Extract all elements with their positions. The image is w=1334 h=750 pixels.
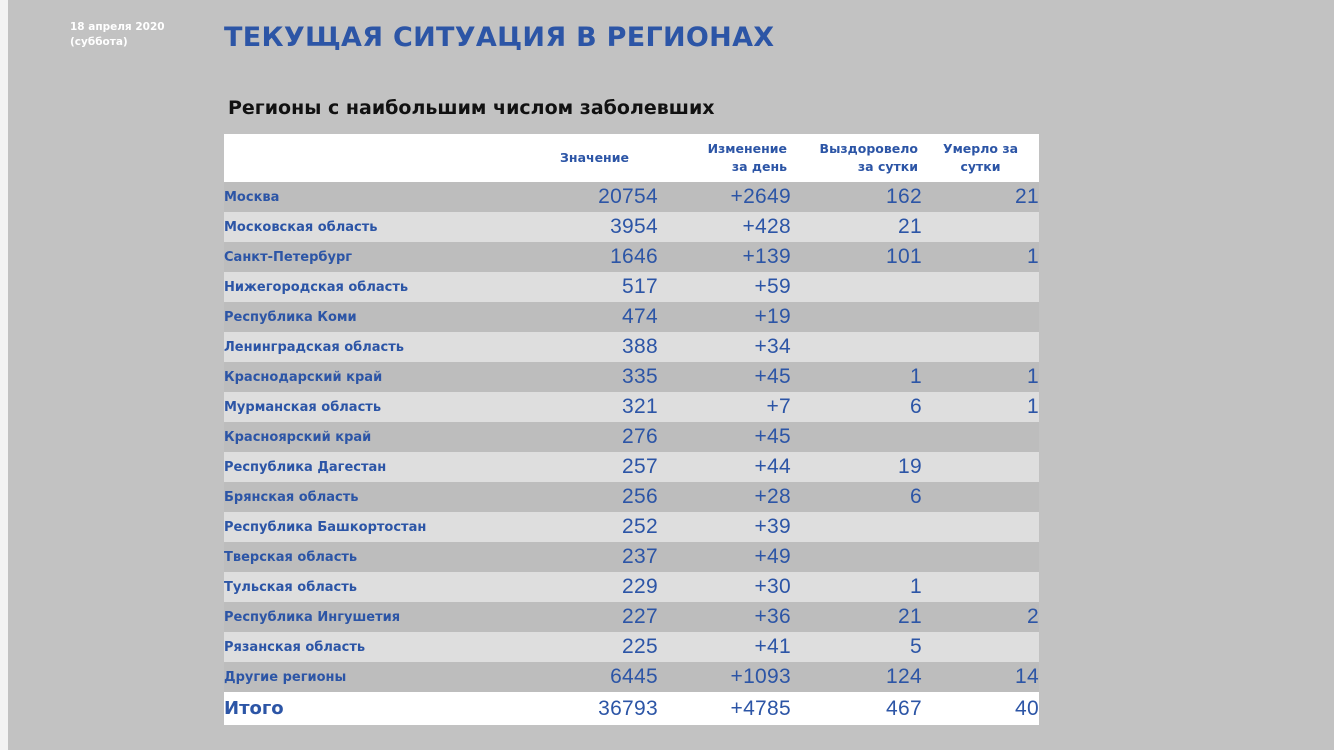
table-header-row	[224, 134, 1039, 182]
cell-recovered	[791, 422, 922, 452]
region-name: Другие регионы	[224, 669, 347, 685]
table-subtitle: Регионы с наибольшим числом заболевших	[228, 97, 715, 119]
cell-change: +39	[754, 515, 791, 538]
cell-change: +2649	[730, 185, 791, 208]
cell-died	[922, 212, 1039, 242]
table-row	[224, 422, 1039, 452]
region-name: Рязанская область	[224, 639, 366, 655]
cell-value: 237	[622, 545, 658, 568]
region-name: Московская область	[224, 219, 378, 235]
cell-recovered: 19	[898, 455, 922, 478]
table-row	[224, 572, 1039, 602]
region-name: Брянская область	[224, 489, 359, 505]
region-name: Республика Ингушетия	[224, 609, 401, 625]
cell-change: +59	[754, 275, 791, 298]
table-row	[224, 632, 1039, 662]
header-change: Изменение за день	[707, 141, 787, 174]
region-name: Республика Коми	[224, 309, 357, 325]
table-row	[224, 362, 1039, 392]
region-name: Тверская область	[224, 549, 358, 565]
cell-died	[922, 482, 1039, 512]
table-row	[224, 302, 1039, 332]
cell-died	[922, 572, 1039, 602]
cell-value: 474	[622, 305, 658, 328]
cell-died	[922, 542, 1039, 572]
left-edge-strip	[0, 0, 8, 750]
region-name: Ленинградская область	[224, 339, 404, 355]
table-row	[224, 512, 1039, 542]
total-label: Итого	[224, 698, 284, 719]
cell-died: 1	[1027, 245, 1039, 268]
cell-recovered: 124	[886, 665, 922, 688]
cell-change: +49	[754, 545, 791, 568]
cell-died	[922, 332, 1039, 362]
region-name: Москва	[224, 189, 280, 205]
cell-recovered: 162	[886, 185, 922, 208]
region-name: Санкт-Петербург	[224, 249, 353, 265]
cell-change: +41	[754, 635, 791, 658]
regions-table	[224, 134, 1039, 725]
table-row	[224, 662, 1039, 692]
cell-recovered: 6	[910, 485, 922, 508]
region-name: Нижегородская область	[224, 279, 409, 295]
table-row	[224, 392, 1039, 422]
cell-change: +28	[754, 485, 791, 508]
cell-value: 225	[622, 635, 658, 658]
region-name: Тульская область	[224, 579, 358, 595]
cell-recovered	[791, 302, 922, 332]
cell-recovered: 1	[910, 575, 922, 598]
table-row	[224, 182, 1039, 212]
header-died: Умерло за сутки	[942, 141, 1019, 174]
region-name: Республика Башкортостан	[224, 519, 427, 535]
cell-value: 6445	[610, 665, 658, 688]
cell-died	[922, 632, 1039, 662]
cell-value: 276	[622, 425, 658, 448]
region-name: Красноярский край	[224, 429, 372, 445]
cell-value: 517	[622, 275, 658, 298]
table-row	[224, 602, 1039, 632]
cell-value: 256	[622, 485, 658, 508]
cell-value: 229	[622, 575, 658, 598]
cell-recovered	[791, 332, 922, 362]
region-name: Республика Дагестан	[224, 459, 387, 475]
weekday-line: (суббота)	[70, 36, 128, 48]
table-row	[224, 212, 1039, 242]
cell-change: +45	[754, 425, 791, 448]
total-recovered: 467	[886, 696, 922, 720]
table-row	[224, 332, 1039, 362]
cell-recovered	[791, 512, 922, 542]
table-row	[224, 452, 1039, 482]
cell-recovered	[791, 542, 922, 572]
cell-change: +30	[754, 575, 791, 598]
cell-value: 335	[622, 365, 658, 388]
cell-value: 3954	[610, 215, 658, 238]
cell-recovered: 6	[910, 395, 922, 418]
cell-value: 321	[622, 395, 658, 418]
page-title: ТЕКУЩАЯ СИТУАЦИЯ В РЕГИОНАХ	[224, 22, 775, 53]
cell-recovered: 1	[910, 365, 922, 388]
total-died: 40	[1015, 696, 1039, 720]
region-name: Краснодарский край	[224, 369, 383, 385]
cell-died	[922, 302, 1039, 332]
cell-died	[922, 452, 1039, 482]
cell-value: 388	[622, 335, 658, 358]
total-change: +4785	[730, 696, 791, 720]
total-row	[224, 692, 1039, 725]
region-name: Мурманская область	[224, 399, 382, 415]
cell-recovered: 101	[886, 245, 922, 268]
header-recovered: Выздоровело за сутки	[819, 141, 918, 174]
cell-value: 227	[622, 605, 658, 628]
cell-change: +34	[754, 335, 791, 358]
cell-value: 20754	[598, 185, 658, 208]
cell-recovered	[791, 272, 922, 302]
cell-died	[922, 512, 1039, 542]
cell-value: 257	[622, 455, 658, 478]
cell-change: +45	[754, 365, 791, 388]
cell-died: 1	[1027, 395, 1039, 418]
cell-value: 1646	[610, 245, 658, 268]
cell-value: 252	[622, 515, 658, 538]
cell-change: +1093	[730, 665, 791, 688]
cell-recovered: 5	[910, 635, 922, 658]
cell-died	[922, 272, 1039, 302]
cell-died: 14	[1015, 665, 1039, 688]
cell-change: +44	[754, 455, 791, 478]
cell-change: +36	[754, 605, 791, 628]
header-value: Значение	[560, 150, 629, 165]
cell-change: +7	[766, 395, 791, 418]
cell-died: 2	[1027, 605, 1039, 628]
table-row	[224, 482, 1039, 512]
table-row	[224, 542, 1039, 572]
cell-recovered: 21	[898, 215, 922, 238]
table-row	[224, 272, 1039, 302]
cell-recovered: 21	[898, 605, 922, 628]
cell-change: +19	[754, 305, 791, 328]
total-value: 36793	[598, 696, 658, 720]
report-date	[70, 20, 165, 50]
cell-change: +428	[742, 215, 791, 238]
cell-change: +139	[742, 245, 791, 268]
table-row	[224, 242, 1039, 272]
cell-died: 21	[1015, 185, 1039, 208]
header-region	[224, 134, 535, 182]
cell-died	[922, 422, 1039, 452]
cell-died: 1	[1027, 365, 1039, 388]
date-line: 18 апреля 2020	[70, 21, 165, 33]
